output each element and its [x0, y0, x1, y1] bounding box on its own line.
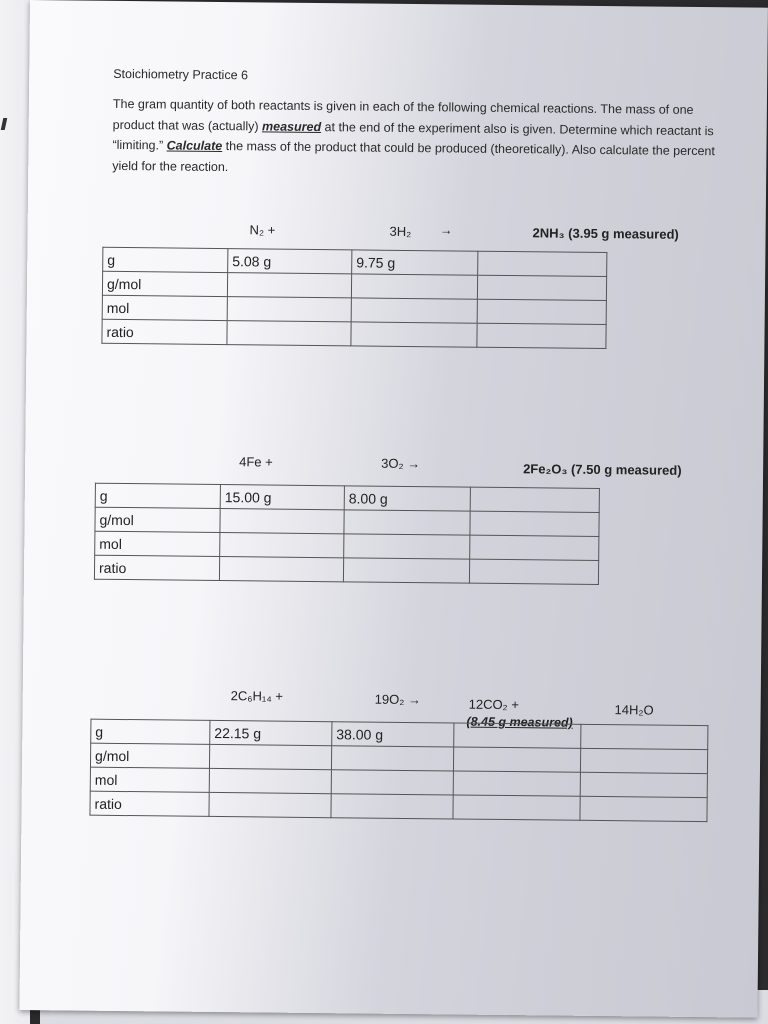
table-cell — [227, 273, 351, 298]
row-label-g: g — [95, 483, 220, 508]
reaction2-reactant1: 4Fe + — [239, 454, 273, 470]
row-label-g: g — [103, 247, 228, 272]
reaction3-product1: 12CO₂ + — [468, 696, 519, 713]
row-label-gmol: g/mol — [95, 507, 220, 532]
reaction2-fe-grams: 15.00 g — [220, 485, 344, 510]
row-label-ratio: ratio — [102, 319, 227, 344]
table-cell — [469, 559, 598, 584]
table-cell — [470, 511, 599, 536]
table-cell — [227, 297, 351, 322]
desk-mark — [1, 118, 8, 130]
table-cell — [343, 558, 469, 583]
table-row — [94, 555, 598, 584]
calculate-emphasis: Calculate — [166, 138, 223, 154]
reaction1-arrow-icon: → — [439, 222, 453, 238]
table-cell — [453, 747, 580, 772]
instructions-text-3: the mass of the product that could be produced (theoretically). Also calculate the percent yield for the reaction. — [112, 139, 715, 174]
reaction1-reactant2: 3H₂ — [389, 223, 412, 240]
row-label-mol: mol — [102, 295, 227, 320]
table-row — [90, 791, 707, 821]
table-cell — [453, 771, 580, 796]
reaction1-nh3-grams — [478, 251, 607, 276]
reaction3-table — [89, 719, 708, 822]
table-cell — [477, 323, 606, 348]
table-cell — [580, 796, 707, 821]
reaction3-measured-note: (8.45 g measured) — [466, 714, 573, 730]
row-label-ratio: ratio — [94, 555, 219, 580]
row-label-gmol: g/mol — [90, 743, 209, 768]
reaction3-c6h14-grams: 22.15 g — [210, 720, 332, 745]
reaction3-h2o-grams — [581, 724, 708, 749]
table-cell — [331, 746, 453, 771]
table-cell — [220, 533, 344, 558]
reaction1-reactant1: N₂ + — [249, 222, 276, 238]
worksheet-instructions — [112, 94, 723, 182]
table-cell — [227, 321, 351, 346]
reaction2-fe2o3-grams — [470, 487, 599, 512]
table-cell — [209, 792, 331, 817]
table-cell — [351, 298, 477, 323]
worksheet-title: Stoichiometry Practice 6 — [113, 66, 249, 83]
reaction1-h2-grams: 9.75 g — [352, 250, 478, 275]
reaction1-product: 2NH₃ (3.95 g measured) — [532, 225, 679, 242]
table-cell — [344, 534, 470, 559]
table-cell — [351, 322, 477, 347]
table-cell — [220, 509, 344, 534]
table-cell — [351, 274, 477, 299]
table-cell — [331, 770, 453, 795]
row-label-gmol: g/mol — [102, 271, 227, 296]
reaction3-co2-grams — [454, 723, 581, 748]
table-cell — [344, 510, 470, 535]
table-cell — [453, 795, 580, 820]
reaction2-table — [94, 483, 600, 585]
reaction3-reactant2: 19O₂ → — [374, 691, 422, 708]
worksheet-page — [19, 0, 768, 1018]
table-cell — [219, 557, 343, 582]
reaction2-o2-grams: 8.00 g — [344, 486, 470, 511]
table-cell — [477, 275, 606, 300]
reaction3-product2: 14H₂O — [614, 702, 654, 718]
table-cell — [470, 535, 599, 560]
instructions-text-2: at the end of the experiment also is given. Determine which reactant is “limiting.” — [112, 119, 714, 153]
reaction3-o2-grams: 38.00 g — [332, 722, 454, 747]
table-cell — [331, 794, 453, 819]
row-label-mol: mol — [90, 767, 209, 792]
measured-emphasis: measured — [261, 118, 322, 134]
reaction2-reactant2: 3O₂ → — [381, 455, 421, 472]
reaction1-n2-grams: 5.08 g — [228, 249, 352, 274]
reaction2-product: 2Fe₂O₃ (7.50 g measured) — [523, 461, 682, 478]
row-label-g: g — [91, 719, 210, 744]
row-label-mol: mol — [95, 531, 220, 556]
row-label-ratio: ratio — [90, 791, 209, 816]
instructions-text-1: The gram quantity of both reactants is given in each of the following chemical reactions. The mass of one product that was (actually) — [112, 96, 694, 133]
reaction3-reactant1: 2C₆H₁₄ + — [230, 688, 283, 704]
table-cell — [209, 744, 331, 769]
table-cell — [209, 768, 331, 793]
reaction1-table — [101, 247, 607, 349]
table-cell — [477, 299, 606, 324]
table-row — [102, 319, 606, 348]
table-cell — [580, 772, 707, 797]
table-cell — [580, 748, 707, 773]
